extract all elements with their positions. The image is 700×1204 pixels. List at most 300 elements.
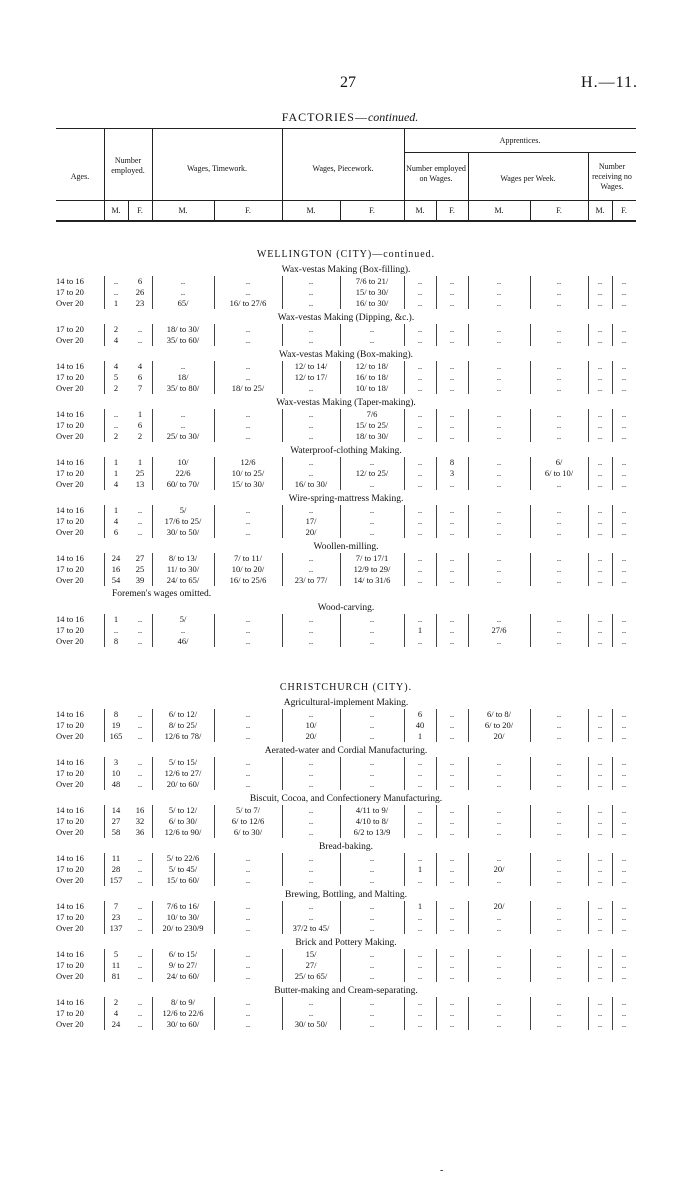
table-cell: .. — [496, 361, 502, 371]
table-cell: 32 — [135, 816, 145, 826]
column-rule — [340, 853, 341, 886]
table-cell: .. — [137, 757, 143, 767]
table-cell: 15/ to 30/ — [231, 479, 265, 489]
table-cell: .. — [597, 757, 603, 767]
table-cell: 1 — [137, 457, 143, 467]
table-cell: .. — [245, 901, 251, 911]
table-cell: 1 — [113, 298, 119, 308]
table-cell: .. — [369, 625, 375, 635]
table-cell: .. — [496, 949, 502, 959]
table-cell: .. — [597, 1019, 603, 1029]
table-cell: .. — [449, 479, 455, 489]
table-cell: .. — [496, 960, 502, 970]
table-cell: .. — [369, 614, 375, 624]
column-rule — [104, 505, 105, 538]
table-cell: .. — [449, 527, 455, 537]
table-cell: 15/ to 30/ — [355, 287, 389, 297]
column-rule — [436, 757, 437, 790]
table-cell: .. — [621, 298, 627, 308]
table-cell: .. — [417, 636, 423, 646]
table-cell: .. — [496, 335, 502, 345]
age-cell: 17 to 20 — [56, 420, 84, 430]
table-row — [56, 731, 636, 742]
table-cell: .. — [556, 276, 562, 286]
table-row — [56, 949, 636, 960]
column-rule — [612, 361, 613, 394]
table-cell: .. — [556, 779, 562, 789]
table-row — [56, 468, 636, 479]
col-f: F. — [556, 206, 562, 215]
table-cell: 20/ — [493, 901, 505, 911]
table-cell: .. — [556, 1019, 562, 1029]
table-cell: .. — [417, 276, 423, 286]
table-cell: 7/ to 17/1 — [355, 553, 389, 563]
table-cell: 7/6 to 21/ — [355, 276, 389, 286]
table-cell: .. — [113, 276, 119, 286]
table-cell: 27 — [111, 816, 121, 826]
table-cell: 6/ to 12/6 — [231, 816, 265, 826]
table-cell: 6 — [137, 372, 143, 382]
table-row — [56, 997, 636, 1008]
table-cell: .. — [417, 816, 423, 826]
table-cell: .. — [245, 276, 251, 286]
table-row — [56, 971, 636, 982]
table-cell: .. — [308, 816, 314, 826]
table-cell: 1 — [113, 457, 119, 467]
industry-group — [56, 361, 636, 394]
column-rule — [588, 276, 589, 309]
table-row — [56, 901, 636, 912]
table-cell: .. — [621, 361, 627, 371]
table-cell: 10/ to 20/ — [231, 564, 265, 574]
column-rule — [104, 276, 105, 309]
table-cell: .. — [308, 901, 314, 911]
column-rule — [282, 614, 283, 647]
col-number-employed: Number employed. — [111, 156, 145, 175]
table-cell: .. — [245, 361, 251, 371]
table-cell: .. — [417, 468, 423, 478]
column-rule — [436, 997, 437, 1030]
column-rule — [104, 949, 105, 982]
table-cell: .. — [621, 875, 627, 885]
table-cell: .. — [449, 625, 455, 635]
table-cell: .. — [449, 409, 455, 419]
table-cell: 8/ to 25/ — [168, 720, 198, 730]
table-cell: .. — [308, 779, 314, 789]
table-cell: 1 — [417, 901, 423, 911]
table-cell: .. — [597, 479, 603, 489]
table-cell: .. — [180, 287, 186, 297]
age-cell: Over 20 — [56, 827, 84, 837]
table-cell: .. — [621, 1008, 627, 1018]
column-rule — [282, 709, 283, 742]
column-rule — [152, 614, 153, 647]
table-cell: .. — [449, 324, 455, 334]
industry-heading: Bread-baking. — [318, 842, 374, 852]
table-cell: .. — [621, 923, 627, 933]
table-cell: .. — [621, 553, 627, 563]
table-cell: .. — [597, 361, 603, 371]
table-cell: .. — [496, 971, 502, 981]
table-cell: .. — [369, 731, 375, 741]
column-rule — [340, 324, 341, 346]
table-cell: 25 — [135, 468, 145, 478]
table-cell: .. — [308, 875, 314, 885]
table-cell: .. — [621, 912, 627, 922]
table-cell: .. — [621, 372, 627, 382]
table-cell: 35/ to 60/ — [166, 335, 200, 345]
age-cell: 17 to 20 — [56, 1008, 84, 1018]
table-cell: .. — [621, 997, 627, 1007]
table-cell: .. — [556, 923, 562, 933]
column-rule — [340, 949, 341, 982]
column-rule — [214, 409, 215, 442]
column-rule — [612, 949, 613, 982]
table-cell: .. — [417, 372, 423, 382]
table-cell: .. — [417, 875, 423, 885]
column-rule — [588, 709, 589, 742]
table-cell: .. — [137, 324, 143, 334]
table-cell: .. — [597, 564, 603, 574]
industry-group — [56, 709, 636, 742]
table-cell: .. — [245, 614, 251, 624]
table-cell: .. — [621, 720, 627, 730]
table-cell: .. — [496, 553, 502, 563]
table-cell: 3 — [449, 468, 455, 478]
table-row — [56, 960, 636, 971]
column-rule — [104, 901, 105, 934]
table-cell: .. — [556, 1008, 562, 1018]
table-cell: .. — [556, 720, 562, 730]
table-row — [56, 614, 636, 625]
table-cell: 13 — [135, 479, 145, 489]
age-cell: 17 to 20 — [56, 625, 84, 635]
table-row — [56, 816, 636, 827]
column-rule — [214, 324, 215, 346]
table-cell: 36 — [135, 827, 145, 837]
table-row — [56, 827, 636, 838]
table-row — [56, 457, 636, 468]
age-cell: Over 20 — [56, 479, 84, 489]
industry-heading: Woollen-milling. — [313, 542, 379, 552]
table-cell: .. — [369, 768, 375, 778]
table-cell: 4 — [113, 1008, 119, 1018]
table-cell: .. — [556, 997, 562, 1007]
table-cell: 6/ to 12/ — [168, 709, 198, 719]
table-cell: .. — [180, 625, 186, 635]
table-cell: .. — [496, 614, 502, 624]
column-rule — [530, 505, 531, 538]
table-cell: 27/ — [305, 960, 317, 970]
table-cell: .. — [449, 827, 455, 837]
table-cell: .. — [449, 757, 455, 767]
table-cell: .. — [449, 553, 455, 563]
column-rule — [588, 409, 589, 442]
table-cell: .. — [597, 1008, 603, 1018]
table-cell: .. — [369, 923, 375, 933]
table-cell: .. — [308, 505, 314, 515]
col-no-wages: Number receiving no Wages. — [592, 162, 632, 191]
table-cell: .. — [556, 827, 562, 837]
column-rule — [214, 505, 215, 538]
table-cell: .. — [308, 614, 314, 624]
table-cell: .. — [621, 625, 627, 635]
table-cell: .. — [137, 923, 143, 933]
column-rule — [104, 853, 105, 886]
table-cell: .. — [597, 457, 603, 467]
table-row — [56, 372, 636, 383]
column-rule — [436, 553, 437, 586]
table-cell: .. — [597, 516, 603, 526]
age-cell: Over 20 — [56, 1019, 84, 1029]
table-row — [56, 409, 636, 420]
table-cell: .. — [308, 997, 314, 1007]
column-rule — [282, 853, 283, 886]
table-cell: .. — [369, 875, 375, 885]
table-cell: .. — [556, 564, 562, 574]
column-rule — [588, 853, 589, 886]
table-cell: 6/ to 30/ — [233, 827, 263, 837]
column-rule — [282, 757, 283, 790]
table-cell: 20/ — [305, 527, 317, 537]
table-cell: .. — [621, 457, 627, 467]
table-cell: .. — [137, 614, 143, 624]
table-cell: 54 — [111, 575, 121, 585]
table-cell: .. — [417, 1019, 423, 1029]
column-rule — [340, 505, 341, 538]
table-cell: .. — [556, 901, 562, 911]
column-rule — [530, 949, 531, 982]
column-rule — [404, 757, 405, 790]
table-cell: 5/ to 7/ — [235, 805, 261, 815]
table-cell: .. — [556, 971, 562, 981]
table-cell: .. — [556, 420, 562, 430]
table-cell: .. — [369, 505, 375, 515]
table-cell: .. — [137, 997, 143, 1007]
table-cell: .. — [556, 527, 562, 537]
column-rule — [340, 457, 341, 490]
table-cell: .. — [621, 527, 627, 537]
column-rule — [612, 709, 613, 742]
column-rule — [612, 553, 613, 586]
table-cell: 7/6 to 16/ — [166, 901, 200, 911]
column-rule — [214, 553, 215, 586]
table-cell: .. — [137, 335, 143, 345]
table-cell: .. — [113, 409, 119, 419]
table-cell: 4/10 to 8/ — [355, 816, 389, 826]
table-cell: 8 — [113, 709, 119, 719]
table-cell: 12/6 to 90/ — [164, 827, 202, 837]
table-cell: .. — [621, 409, 627, 419]
table-cell: .. — [556, 864, 562, 874]
table-cell: .. — [308, 636, 314, 646]
table-cell: 27/6 — [491, 625, 507, 635]
table-cell: .. — [496, 468, 502, 478]
table-cell: .. — [449, 516, 455, 526]
column-rule — [214, 457, 215, 490]
table-cell: 9/ to 27/ — [168, 960, 198, 970]
table-cell: 6/ to 8/ — [486, 709, 512, 719]
table-cell: .. — [621, 287, 627, 297]
column-rule — [104, 324, 105, 346]
table-cell: .. — [417, 853, 423, 863]
column-rule — [588, 901, 589, 934]
table-cell: .. — [308, 912, 314, 922]
age-cell: 14 to 16 — [56, 361, 84, 371]
table-cell: 16/ to 18/ — [355, 372, 389, 382]
table-cell: .. — [556, 516, 562, 526]
table-cell: .. — [417, 757, 423, 767]
table-cell: .. — [496, 516, 502, 526]
table-cell: .. — [597, 636, 603, 646]
table-cell: .. — [417, 516, 423, 526]
table-row — [56, 575, 636, 586]
industry-heading: Brick and Pottery Making. — [295, 938, 397, 948]
table-cell: .. — [417, 287, 423, 297]
table-cell: .. — [308, 457, 314, 467]
table-cell: .. — [369, 324, 375, 334]
col-m: M. — [415, 206, 425, 215]
table-cell: .. — [417, 553, 423, 563]
column-rule — [530, 276, 531, 309]
table-cell: .. — [449, 1008, 455, 1018]
column-rule — [530, 805, 531, 838]
table-cell: 2 — [113, 324, 119, 334]
age-cell: 14 to 16 — [56, 276, 84, 286]
industry-group — [56, 324, 636, 346]
table-cell: 5 — [113, 372, 119, 382]
table-cell: .. — [308, 827, 314, 837]
table-cell: .. — [621, 949, 627, 959]
table-cell: 18/ to 25/ — [231, 383, 265, 393]
table-cell: .. — [308, 768, 314, 778]
table-cell: .. — [496, 479, 502, 489]
table-cell: .. — [245, 287, 251, 297]
column-rule — [104, 805, 105, 838]
table-cell: .. — [245, 864, 251, 874]
table-cell: .. — [556, 853, 562, 863]
table-cell: 81 — [111, 971, 121, 981]
table-cell: .. — [597, 625, 603, 635]
table-cell: 20/ to 60/ — [166, 779, 200, 789]
table-cell: .. — [417, 805, 423, 815]
column-rule — [468, 553, 469, 586]
table-cell: .. — [417, 324, 423, 334]
table-cell: .. — [597, 949, 603, 959]
column-rule — [436, 853, 437, 886]
table-cell: 12/ to 14/ — [294, 361, 328, 371]
table-cell: .. — [597, 923, 603, 933]
column-rule — [588, 505, 589, 538]
column-rule — [282, 553, 283, 586]
table-cell: .. — [496, 431, 502, 441]
age-cell: Over 20 — [56, 636, 84, 646]
table-cell: .. — [496, 527, 502, 537]
table-cell: 20/ — [493, 731, 505, 741]
table-cell: .. — [496, 805, 502, 815]
table-cell: .. — [137, 720, 143, 730]
col-m: M. — [494, 206, 504, 215]
table-cell: 6 — [137, 420, 143, 430]
table-row — [56, 335, 636, 346]
table-cell: .. — [449, 709, 455, 719]
table-cell: .. — [556, 372, 562, 382]
table-cell: .. — [369, 1019, 375, 1029]
table-row — [56, 923, 636, 934]
age-cell: 17 to 20 — [56, 324, 84, 334]
age-cell: Over 20 — [56, 731, 84, 741]
table-cell: 12/6 to 22/6 — [162, 1008, 204, 1018]
table-cell: 11/ to 30/ — [166, 564, 200, 574]
industry-heading: Wax-vestas Making (Dipping, &c.). — [277, 313, 415, 323]
table-cell: .. — [556, 805, 562, 815]
table-cell: 12/ to 25/ — [355, 468, 389, 478]
industry-heading: Aerated-water and Cordial Manufacturing. — [264, 746, 428, 756]
table-cell: .. — [369, 853, 375, 863]
column-rule — [340, 805, 341, 838]
table-cell: .. — [449, 912, 455, 922]
column-rule — [104, 409, 105, 442]
column-rule — [152, 324, 153, 346]
column-rule — [436, 324, 437, 346]
age-cell: 14 to 16 — [56, 853, 84, 863]
column-rule — [588, 757, 589, 790]
table-cell: .. — [621, 779, 627, 789]
table-cell: 65/ — [177, 298, 189, 308]
table-cell: .. — [245, 324, 251, 334]
report-reference: H.—11. — [581, 74, 638, 91]
col-wages-piecework: Wages, Piecework. — [312, 164, 374, 173]
column-rule — [436, 901, 437, 934]
table-cell: .. — [137, 1019, 143, 1029]
table-cell: .. — [556, 361, 562, 371]
table-cell: 5 — [113, 949, 119, 959]
industry-group — [56, 901, 636, 934]
table-cell: .. — [621, 614, 627, 624]
column-rule — [214, 853, 215, 886]
table-cell: .. — [621, 960, 627, 970]
table-cell: 8/ to 13/ — [168, 553, 198, 563]
table-cell: .. — [496, 372, 502, 382]
column-rule — [436, 457, 437, 490]
table-cell: .. — [449, 361, 455, 371]
table-cell: .. — [369, 997, 375, 1007]
table-cell: .. — [417, 768, 423, 778]
table-cell: 30/ to 60/ — [166, 1019, 200, 1029]
column-rule — [468, 457, 469, 490]
table-cell: .. — [449, 383, 455, 393]
table-cell: .. — [369, 479, 375, 489]
table-row — [56, 420, 636, 431]
table-cell: .. — [308, 757, 314, 767]
table-cell: .. — [597, 816, 603, 826]
column-rule — [588, 997, 589, 1030]
table-cell: .. — [308, 1008, 314, 1018]
table-cell: 1 — [137, 409, 143, 419]
age-cell: Over 20 — [56, 383, 84, 393]
table-cell: .. — [369, 516, 375, 526]
table-cell: .. — [496, 564, 502, 574]
page-number: 27 — [340, 74, 356, 91]
table-cell: 1 — [113, 468, 119, 478]
column-rule — [436, 614, 437, 647]
table-cell: .. — [369, 864, 375, 874]
table-cell: .. — [245, 720, 251, 730]
column-rule — [152, 805, 153, 838]
table-cell: 20/ to 230/9 — [162, 923, 204, 933]
table-cell: 7 — [113, 901, 119, 911]
column-rule — [282, 457, 283, 490]
